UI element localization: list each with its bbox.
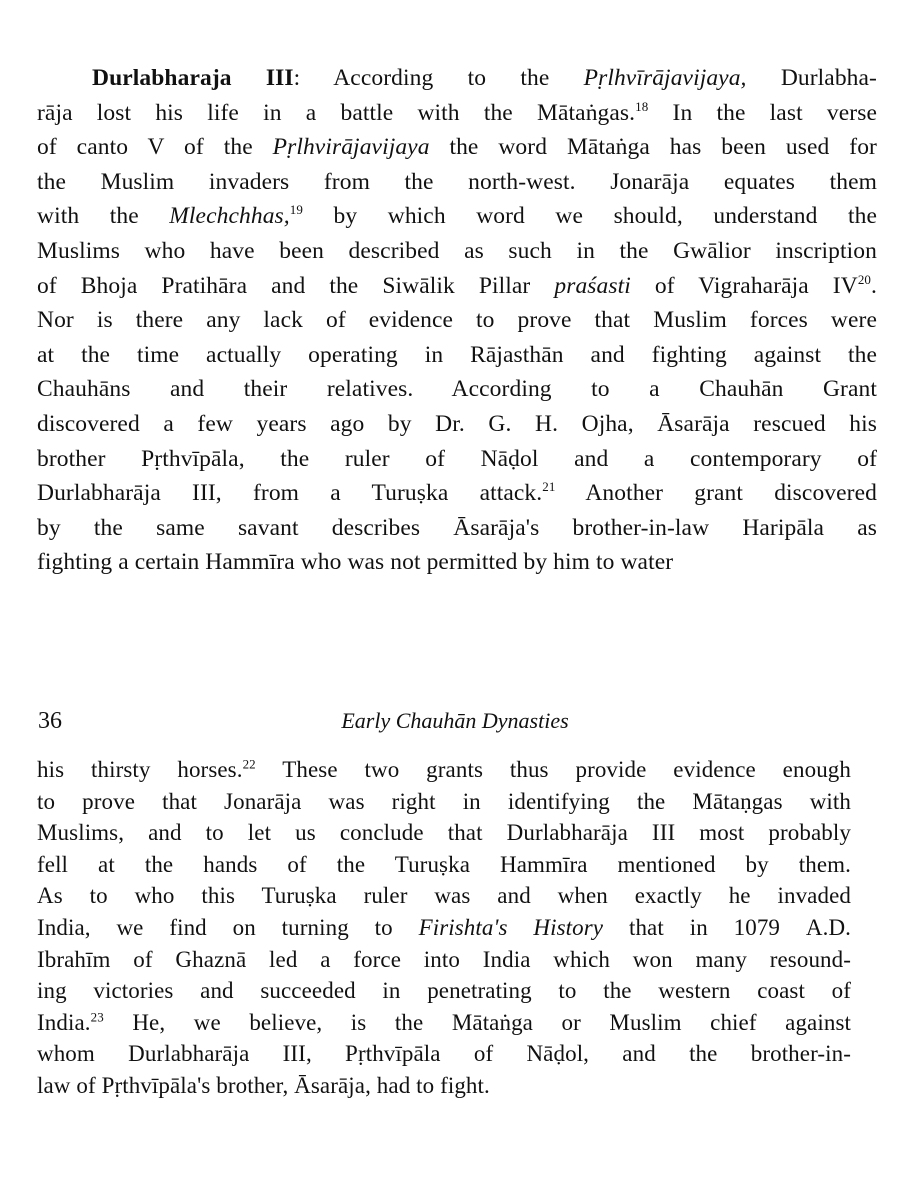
- text-line: [37, 166, 877, 198]
- text-segment: with the: [37, 203, 170, 230]
- text-segment: As to who this Turuṣka ruler was and when exactly he invaded: [37, 883, 851, 909]
- text-line: [37, 443, 877, 475]
- text-segment: India, we find on turning to: [37, 915, 419, 940]
- text-segment: Ibrahīm of Ghaznā led a force into India which won many resound-: [37, 946, 851, 972]
- text-segment: of canto V of the: [37, 134, 273, 161]
- footnote-marker: 22: [242, 756, 256, 772]
- text-segment: by the same savant describes Āsarāja's brother-in-law Haripāla as: [37, 514, 877, 541]
- italic-text: Pṛlhvīrājavijaya,: [583, 65, 747, 91]
- text-segment: Muslims, and to let us conclude that Durlabharāja III most probably: [37, 820, 851, 846]
- text-line: [37, 1007, 851, 1039]
- text-segment: Nor is there any lack of evidence to prove that Muslim forces were: [37, 307, 877, 334]
- text-line: [37, 975, 851, 1007]
- text-segment: Muslims who have been described as such in the Gwālior inscription: [37, 238, 877, 264]
- text-line: [92, 62, 877, 94]
- text-segment: rāja lost his life in a battle with the Mātaṅgas.: [37, 99, 636, 126]
- text-segment: of Bhoja Pratihāra and the Siwālik Pillar: [37, 272, 555, 299]
- text-segment: In the last verse: [648, 99, 877, 126]
- text-segment: law of Pṛthvīpāla's brother, Āsarāja, had to fight.: [37, 1073, 490, 1098]
- era-abbreviation: A.D.: [805, 915, 852, 940]
- text-segment: brother Pṛthvīpāla, the ruler of Nāḍol and a contemporary of: [37, 445, 877, 472]
- text-segment: to prove that Jonarāja was right in identifying the Mātaṇgas with: [37, 788, 851, 814]
- italic-text: Mlechchhas,: [169, 203, 290, 230]
- text-segment: the word Mātaṅga has been used for: [429, 134, 877, 161]
- text-segment: ing victories and succeeded in penetrating to the western coast of: [37, 978, 851, 1004]
- italic-text: praśasti: [554, 272, 631, 299]
- text-line: [37, 408, 877, 440]
- text-line: [37, 512, 877, 544]
- text-line: [37, 477, 877, 509]
- text-segment: that in 1079: [603, 915, 806, 940]
- text-segment: his thirsty horses.: [37, 757, 243, 782]
- text-segment: by which word we should, understand the: [302, 203, 877, 230]
- text-line: [37, 786, 851, 818]
- footnote-marker: 21: [542, 479, 556, 495]
- text-line: [37, 304, 877, 336]
- footnote-marker: 19: [289, 202, 303, 218]
- text-segment: fell at the hands of the Turuṣka Hammīra mentioned by them.: [37, 851, 851, 877]
- text-segment: discovered a few years ago by Dr. G. H. Ojha, Āsarāja rescued his: [37, 411, 877, 437]
- text-line: [37, 849, 851, 881]
- footnote-marker: 20: [857, 271, 872, 287]
- text-segment: He, we believe, is the Mātaṅga or Muslim chief against: [103, 1009, 851, 1035]
- footnote-marker: 23: [90, 1009, 104, 1025]
- text-segment: at the time actually operating in Rājasthān and fighting against the: [37, 341, 877, 368]
- footnote-marker: 18: [635, 98, 649, 114]
- page-number: 36: [38, 708, 62, 734]
- text-segment: Durlabha-: [746, 65, 877, 91]
- text-segment: whom Durlabharāja III, Pṛthvīpāla of Nāḍol, and the brother-in-: [37, 1041, 851, 1067]
- text-line: [37, 373, 877, 405]
- text-line: [37, 200, 877, 232]
- text-segment: .: [871, 272, 877, 299]
- text-segment: fighting a certain Hammīra who was not permitted by him to water: [37, 549, 674, 576]
- text-segment: Chauhāns and their relatives. According to a Chauhān Grant: [37, 376, 877, 403]
- text-segment: Durlabharāja III, from a Turuṣka attack.: [37, 480, 543, 507]
- text-line: [37, 880, 851, 912]
- text-line: [37, 131, 877, 163]
- text-line: [37, 339, 877, 371]
- text-line: [37, 817, 851, 849]
- text-line: [37, 754, 851, 786]
- text-line: [37, 235, 877, 267]
- text-segment: : According to the: [293, 65, 584, 91]
- text-segment: India.: [37, 1009, 91, 1035]
- running-head: Early Chauhān Dynasties: [341, 708, 569, 733]
- italic-text: Firishta's History: [418, 915, 604, 940]
- text-segment: Another grant discovered: [555, 480, 877, 507]
- text-segment: These two grants thus provide evidence enough: [255, 757, 851, 782]
- text-line: [37, 1070, 851, 1102]
- italic-text: Pṛlhvirājavijaya: [272, 134, 430, 161]
- text-line: [37, 912, 851, 944]
- text-line: [37, 1038, 851, 1070]
- text-line: [37, 944, 851, 976]
- text-line: [37, 270, 877, 302]
- text-line: [37, 546, 877, 578]
- section-lead-heading: Durlabharaja III: [92, 65, 294, 91]
- text-line: [37, 97, 877, 129]
- text-segment: of Vigraharāja IV: [630, 272, 858, 299]
- text-segment: the Muslim invaders from the north-west. Jonarāja equates them: [37, 168, 877, 195]
